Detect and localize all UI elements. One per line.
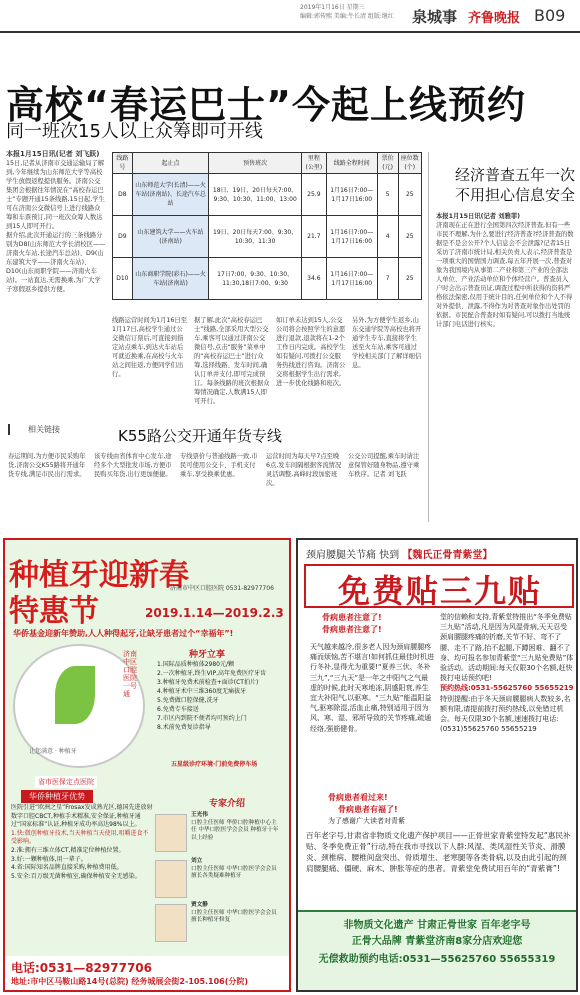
related-col-3: 专线票价与普通线路一致,市民可使用公交卡、手机支付乘车,享受换乘优惠。 xyxy=(180,453,258,478)
table-cell: 山东师范大学(长清)——火车站(济南站)、长途汽车总站 xyxy=(132,174,209,216)
list-item: 4.种植牙术中三维360度无痛拔牙 xyxy=(157,688,247,695)
list-item: 5.安全:百万级无菌种植室,确保种植安全无感染。 xyxy=(11,872,141,880)
experts-title: 专家介绍 xyxy=(209,799,246,809)
offer-title: 种牙立享 xyxy=(189,650,226,660)
ad-left-text: 天气越来越冷,很多老人因为颈肩腰腿疼痛而烦恼,苦不堪言!如何抓住最佳时机进行冬补,显得尤为重要!“夏养三伏、冬补三九”,“三九天”是一年之中阳气之气最虚的时候,此时天寒地冻,阴盛阳衰,养生宜大补阳气,以驱寒。“三九贴”能温阳益气,驱寒除湿,活血止痛,特别适用于因为风、寒、湿、邪所导致的关节疼痛,疏通经络,强筋健骨。 xyxy=(310,643,435,733)
list-item: 5.免费做口腔保健,洗牙 xyxy=(157,697,219,704)
list-item: 2.准:拥有三维立体CT,精准定位种植位置。 xyxy=(11,846,125,854)
table-cell: 25 xyxy=(398,258,421,300)
article-byline: 本报1月15日讯(记者 刘雅菲) xyxy=(436,213,521,220)
table-header: 起止点 xyxy=(132,153,209,174)
side-article-body xyxy=(436,212,574,522)
side-headline-line: 经济普查五年一次 xyxy=(455,166,576,184)
article-text: 15日,记者从济南市交通运输局了解到,今年继续为山东师范大学等高校学生放假返程提供服务。济南公交集团会根据往年情况在“高校春运巴士”专题开通15条线路,15日起,学生可在济南公交微信号上进行线路众筹和车票预订,同一班次众筹人数达到15人即可开行。 xyxy=(6,160,105,230)
article-col-3: 据了解,此次“高校春运巴士”线路,全部采用大型公交车,乘客可以通过济南公交微信号,点击“服务”菜单中的“高校春运巴士”进行众筹,选择线路、发车时间,确认订单并支付,即可完成预订。每条线路的班次根据众筹情况确定,人数满15人即可开行。 xyxy=(194,317,270,405)
article-text: 济南现在正在进行全国第四次经济普查,但有一些市民不理解,为什么要进行经济普查?经济普查的数据是不是会公开?个人信息会不会泄露?记者15日采访了济南市统计局,相关负责人表示,经济普查是一项重大的国情国力调查,每五年开展一次,普查对象为我国境内从事第二产业和第三产业的全部法人单位、产业活动单位和个体经营户。普查员入户时会出示普查员证,调查过程中所获得的资料严格依法保密,仅用于统计目的,任何单位和个人不得对外提供、泄露,不得作为对普查对象作出处罚的依据。市民配合普查时如有疑问,可以拨打当地统计部门电话进行核实。 xyxy=(436,222,574,328)
advantage-title: 华侨种植牙优势 xyxy=(21,790,93,803)
ad-title-row xyxy=(306,546,492,561)
table-cell: 山东商职学院(彩石)——火车站(济南站) xyxy=(132,258,209,300)
side-headline-line: 不用担心信息安全 xyxy=(455,186,576,204)
hospital-name: 济南市中区口腔医院 0531-82977706 xyxy=(170,585,274,592)
ad-text: 堂的信赖和支持,青紫堂特推出“冬季免费贴三九贴”活动,凡是因为风湿骨病,天天忍受颈肩腰腿疼痛的折磨,关节不好、弯不了腰、走不了路,抬不起腿,下蹲困难、翻不了身、均可报名参加青紫堂“三九贴免费贴”体验活动。活动期间:每天仅限30个名额,赶快拨打电话预约吧! xyxy=(440,613,574,683)
article-text: 据介绍,此次开通运行的三条线路分别为D8(山东师范大学长清校区——济南火车站,长途汽车总站)、D9(山东建筑大学——济南火车站)、D10(山东商职学院——济南火车站)。一站直达,无需换乘,为广大学子寒假返乡提供方便。 xyxy=(6,232,106,293)
table-cell: 山东建筑大学——火车站(济南站) xyxy=(132,216,209,258)
article-col-1 xyxy=(6,150,106,375)
list-item: 3.种植牙免费术前检查+面诊(CT拍片) xyxy=(157,679,259,686)
table-row xyxy=(113,174,422,216)
ad-slogan: 华侨基金迎新年赞助,人人种得起牙,让缺牙患者过个“幸福年”! xyxy=(13,629,234,638)
main-headline: 高校“春运巴士”今起上线预约 xyxy=(6,83,526,127)
related-headline: K55路公交开通年货专线 xyxy=(118,427,282,445)
table-header: 座位数(个) xyxy=(398,153,421,174)
expert-photo xyxy=(155,860,187,898)
ad-notice: 骨病患者看过来! xyxy=(328,793,388,802)
table-cell: 25.9 xyxy=(301,174,326,216)
expert-name: 王光伟 xyxy=(191,812,208,818)
promotion-date: 2019.1.14—2019.2.3 xyxy=(145,606,284,620)
phone-number: 电话:0531—82977706 xyxy=(11,961,152,975)
ad-title: 种植牙迎新春 xyxy=(9,558,189,593)
article-col-4: 如订单未达到15人,公交公司将会按照学生的意愿进行退款,退款将在1-2个工作日内完成。高校学生如有疑问,可拨打公交服务热线进行咨询。济南公交将根据学生出行需求,进一步优化线路和班次。 xyxy=(276,317,346,387)
table-cell: 5 xyxy=(377,174,398,216)
table-header: 票价(元) xyxy=(377,153,398,174)
related-col-5: 公交公司提醒,乘车时请注意保管好随身物品,遵守乘车秩序。记者 刘飞跃 xyxy=(348,453,420,478)
bus-schedule-table xyxy=(112,152,422,300)
ad-text: 特别提醒:由于冬天颈肩腰腿病人数较多,名额有限,请提前拨打预约热线,以免错过机会。每天仅限30个名额,速速拨打电话:(0531)55625760 55655219 xyxy=(440,694,571,734)
insurance-badge: 省市医保定点医院 xyxy=(35,776,97,788)
article-col-2: 线路运营时间为1月16日至1月17日,高校学生通过公交微信订票后,可直接到指定站点乘车,到达火车站后可就近换乘,在高校与火车站之间往返,方便同学们出行。 xyxy=(112,317,187,378)
ad-notice: 骨病患者有福了! xyxy=(338,805,398,814)
table-cell: 7 xyxy=(377,258,398,300)
table-row xyxy=(113,216,422,258)
table-cell: 17日7:00、9:30、10:30、11:30,18日7:00、9:30 xyxy=(209,258,302,300)
list-item: 7.市区内到院不便者均可预约上门 xyxy=(157,715,247,722)
table-cell: 1月16日7:00—1月17日16:00 xyxy=(326,216,377,258)
expert-info xyxy=(191,858,281,881)
ad-big-title: 免费贴三九贴 xyxy=(338,572,543,610)
offer-footnote: 五星级诊疗环境·门前免费停车场 xyxy=(171,761,258,768)
list-item: 1.快:微创种植牙技术,当天种植当天使用,咀嚼进食不受影响。 xyxy=(11,829,149,846)
list-item: 4.省:国际知名品牌直接采购,种植费用低。 xyxy=(11,864,123,872)
hotline: 预约热线:0531-55625760 55655219 xyxy=(440,684,574,693)
related-col-1: 春运期间,为方便市民采购年货,济南公交K55路将开通年货专线,满足市民出行需求。 xyxy=(8,453,86,478)
banner-line: 非物质文化遗产 甘肃正骨世家 百年老字号 xyxy=(343,920,531,931)
ad-right-text xyxy=(440,612,574,734)
table-cell: 21.7 xyxy=(301,216,326,258)
ad-bottom-text: 百年老字号,甘肃省非物质文化遗产保护项目——正骨世家青紫堂特发起“惠民补贴、冬季免费正骨”行动,特在我市寻找以下人群:风湿、类风湿性关节炎、滑膜炎、颈椎病、腰椎间盘突出、骨质增生、老寒腿等各类骨病,以及由此引起的颈肩腰腿痛、僵硬、麻木、肿胀等症的患者。青紫堂免费试用百年的“青紫膏”! xyxy=(306,831,571,873)
article-col-5: 另外,为方便学生返乡,山东交通学院等高校也将开通学生专车,直接将学生送至火车站,乘客可通过学校相关部门了解详细信息。 xyxy=(352,317,422,369)
plaster-advertisement xyxy=(296,538,578,992)
table-header: 线路全程时间 xyxy=(326,153,377,174)
table-cell: 25 xyxy=(398,174,421,216)
list-item: 8.术前免费复诊指导 xyxy=(157,724,211,731)
table-cell: 4 xyxy=(377,216,398,258)
table-header: 线路号 xyxy=(113,153,133,174)
leaf-icon xyxy=(55,666,95,724)
expert-desc: 口腔主任医师 中华口腔医学会会员 擅长种植牙修复 xyxy=(191,909,277,923)
table-header: 里程(公里) xyxy=(301,153,326,174)
list-item: 1.国际品质种植体2980元/颗 xyxy=(157,661,235,668)
ad-notice: 为了感谢广大读者对青紫 xyxy=(328,817,405,825)
expert-card xyxy=(155,902,283,962)
related-col-4: 运营时间为每天早7点至晚6点,发车间隔根据客流情况灵活调整,高峰时段加密班次。 xyxy=(266,453,342,487)
table-row xyxy=(113,258,422,300)
main-subhead: 同一班次15人以上众筹即可开线 xyxy=(6,121,263,142)
table-cell: 19日、20日每天7:00、9:30、10:30、11:30 xyxy=(209,216,302,258)
dental-advertisement xyxy=(3,538,291,992)
banner-line: 无偿救助预约电话:0531—55625760 55655319 xyxy=(318,954,556,965)
ad-notice: 骨病患者注意了! xyxy=(322,613,382,622)
expert-info xyxy=(191,902,281,925)
expert-info xyxy=(191,812,281,842)
newspaper-brand: 齐鲁晚报 xyxy=(468,11,521,26)
table-cell: D8 xyxy=(113,174,133,216)
address: 地址:市中区马鞍山路14号(总院) 经务城展会街2-105.106(分院) xyxy=(11,977,249,986)
advantage-body xyxy=(11,804,153,881)
expert-photo xyxy=(155,904,187,942)
table-cell: 18日、19日、20日每天7:00、9:30、10:30、11:00、13:00 xyxy=(209,174,302,216)
header-editors: 编辑:郭传熙 美编:牛长清 组版:继红 xyxy=(300,13,394,20)
advantage-text: 医院引进“欧洲之星”Frosax发成熟光区,德国先进放射数字口腔CBCT,种植手术精准,安全保证,种植牙通过“国家标准”认证,种植牙成功率高达98%以上。 xyxy=(11,804,153,829)
expert-photo xyxy=(155,814,187,852)
list-item: 2.一次种植牙,终生VIP,高年免费医疗牙齿 xyxy=(157,670,267,677)
table-cell: D9 xyxy=(113,216,133,258)
expert-name: 贾文静 xyxy=(191,902,208,908)
related-col-2: 该专线由省体育中心发车,途经多个大型批发市场,方便市民购买年货,出行更加便捷。 xyxy=(94,453,172,478)
list-item: 6.免费专车接送 xyxy=(157,706,199,713)
expert-desc: 口腔主任医师 中华口腔医学会会员 擅长各类疑难种植牙 xyxy=(191,865,277,879)
illustration-caption: 让您满意 · 种植牙 xyxy=(29,748,77,755)
banner-line: 正骨大品牌 青紫堂济南8家分店欢迎您 xyxy=(351,936,523,947)
header-meta xyxy=(300,2,394,20)
column-name: 泉城事 xyxy=(412,8,458,26)
ad-brand: 【魏氏正骨青紫堂】 xyxy=(402,550,493,561)
column-divider xyxy=(428,152,429,522)
ad-title: 特惠节 xyxy=(9,594,99,629)
expert-desc: 口腔主任医师 华侨口腔种植中心主任 中华口腔医学会会员 种植牙十年以上经验 xyxy=(191,819,279,841)
related-link-label: 相关链接 xyxy=(8,424,60,435)
vertical-label: 济南中区口腔医院一号通 xyxy=(123,650,137,698)
ad-notice: 骨病患者注意了! xyxy=(322,625,382,634)
ad-title-prefix: 颈肩腰腿关节痛 快到 xyxy=(306,550,400,561)
table-cell: 34.6 xyxy=(301,258,326,300)
expert-name: 刘立 xyxy=(191,858,203,864)
table-header: 预售班次 xyxy=(209,153,302,174)
header-rule xyxy=(0,31,580,33)
page-number: B09 xyxy=(534,6,566,25)
list-item: 3.好:一颗种植体,用一辈子。 xyxy=(11,855,87,863)
offer-list xyxy=(155,660,290,732)
table-cell: 1月16日7:00—1月17日16:00 xyxy=(326,174,377,216)
article-byline: 本报1月15日讯(记者 刘飞跃) xyxy=(6,150,100,158)
header-date: 2019年1月16日 星期三 xyxy=(300,4,365,11)
table-cell: D10 xyxy=(113,258,133,300)
side-headline xyxy=(455,165,575,205)
table-cell: 1月16日7:00—1月17日16:00 xyxy=(326,258,377,300)
table-cell: 25 xyxy=(398,216,421,258)
